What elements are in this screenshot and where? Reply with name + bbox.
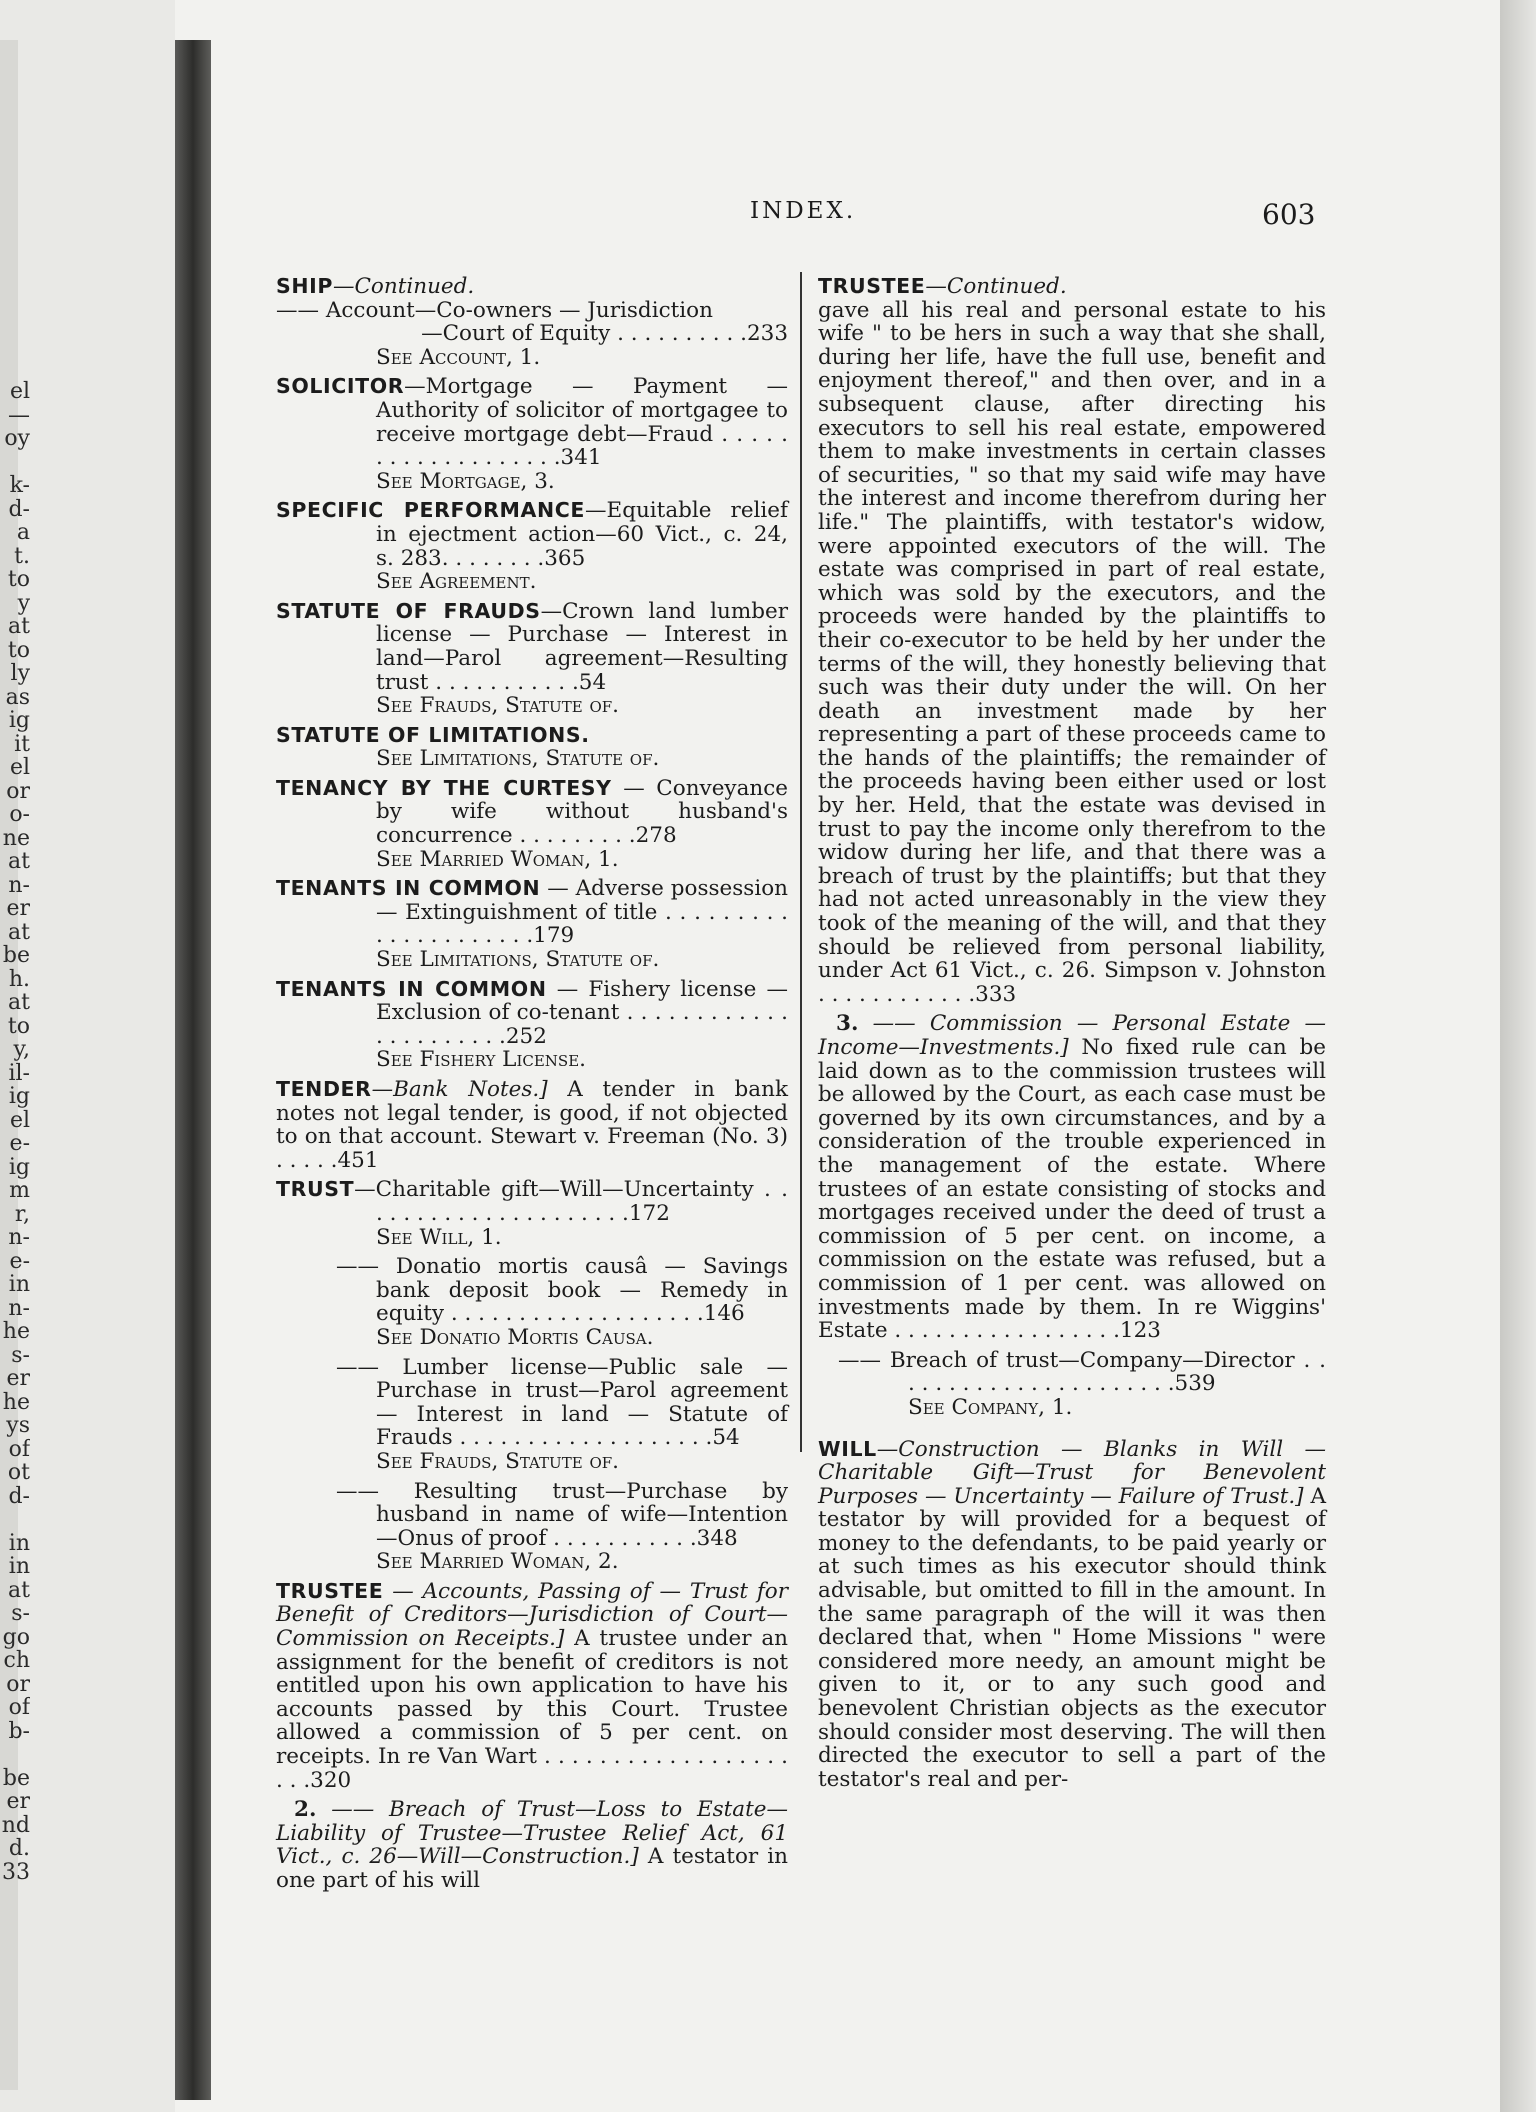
- entry-head: TENANCY BY THE CURTESY: [276, 775, 612, 800]
- entry-solicitor: [276, 375, 788, 493]
- entry-head: TENANTS IN COMMON: [276, 876, 541, 901]
- facing-page-fragment: b-: [8, 1719, 30, 1743]
- entry-subject: —— Commission — Personal Estate —Income—Investments.]: [818, 1011, 1326, 1060]
- facing-page-fragment: to: [7, 1014, 30, 1038]
- facing-page-fragment: er: [6, 1367, 30, 1391]
- entry-continued: —Continued.: [332, 274, 475, 299]
- left-column: [276, 275, 788, 1899]
- facing-page-fragment: s-: [11, 1602, 30, 1626]
- facing-page-fragment: ly: [10, 662, 30, 686]
- facing-page-fragment: d-: [8, 1484, 30, 1508]
- facing-page-fragment: er: [6, 1790, 30, 1814]
- entry-text: A trustee under an assignment for the benefit of creditors is not entitled upon his own application to have his accounts passed by this Court. Trustee allowed a commission of 5 per cent. on receipts. In re Van Wart . . . . . . . . . . . . . . . . . . . . .320: [276, 1626, 788, 1793]
- entry-text: — Conveyance by wife without husband's concurrence . . . . . . . . .278: [376, 775, 788, 849]
- facing-page-fragment: it: [14, 732, 30, 756]
- see-reference: See Married Woman, 2.: [376, 1549, 619, 1575]
- entry-tender: [276, 1078, 788, 1172]
- facing-page-fragment: as: [5, 685, 30, 709]
- facing-page-fragment: nd: [1, 1813, 30, 1837]
- entry-trust: [276, 1178, 788, 1249]
- entry-head: TRUSTEE: [818, 274, 926, 298]
- entry-trustee: [276, 1580, 788, 1792]
- facing-page-fragment: in: [8, 1555, 30, 1579]
- see-reference: See Limitations, Statute of.: [376, 947, 660, 973]
- facing-page-fragment: at: [8, 991, 30, 1015]
- entry-head: TRUST: [276, 1177, 355, 1202]
- entry-text: —Charitable gift—Will—Uncertainty . . . . . . . . . . . . . . . . . . . . .172: [354, 1177, 788, 1226]
- page-number: 603: [1262, 198, 1316, 231]
- entry-line: —— Account—Co-owners — Jurisdiction: [276, 297, 713, 323]
- entry-commission: [818, 1012, 1326, 1342]
- see-reference: See Donatio Mortis Causa.: [376, 1324, 654, 1350]
- entry-specific-performance: [276, 499, 788, 593]
- paragraph-number: 2.: [294, 1797, 317, 1823]
- entry-text: —Equitable relief in ejectment action—60 Vict., c. 24, s. 283. . . . . . . .365: [376, 498, 788, 571]
- facing-page-fragment: y,: [13, 1038, 30, 1062]
- entry-text: —— Donatio mortis causâ — Savings bank deposit book — Remedy in equity . . . . . . . . . . . . . . . . . . .146: [336, 1254, 788, 1327]
- facing-page-fragment: r,: [14, 1202, 30, 1226]
- facing-page-fragment: 33: [2, 1860, 30, 1884]
- facing-page-fragment: el: [9, 756, 30, 780]
- facing-page-fragment: n-: [8, 1296, 30, 1320]
- see-reference: See Agreement.: [376, 569, 537, 595]
- facing-page-fragment: he: [2, 1390, 30, 1414]
- entry-tenants-in-common-2: [276, 978, 788, 1072]
- facing-page-fragment: er: [6, 897, 30, 921]
- see-reference: See Frauds, Statute of.: [376, 1448, 620, 1474]
- facing-page-fragment: or: [6, 1672, 30, 1696]
- facing-page-fragment: a: [16, 521, 30, 545]
- facing-page-fragment: e-: [9, 1132, 30, 1156]
- see-reference: See Account, 1.: [376, 344, 541, 370]
- entry-text: gave all his real and personal estate to his wife " to be hers in such a way that she shall, during her life, have the full use, benefit and enjoyment thereof," and then over, and in a subsequent clause, after directing his executors to sell his real estate, empowered them to make investments in certain classes of securities, " so that my said wife may have the interest and income therefrom during her life." The plaintiffs, with testator's widow, were appointed executors of the will. The estate was comprised in part of real estate, which was sold by the executors, and the proceeds were handed by the plaintiffs to their co-executor to be held by her under the terms of the will, they honestly believing that such was their duty under the will. On her death an investment made by her representing a part of these proceeds came to the hands of the plaintiffs; the remainder of the proceeds having been either used or lost by her. Held, that the estate was devised in trust to pay the income only therefrom to the widow during her life, and that there was a breach of trust by the plaintiffs; but that they had not acted unreasonably in the view they took of the meaning of the will, and that they should be relieved from personal liability, under Act 61 Vict., c. 26. Simpson v. Johnston . . . . . . . . . . . .333: [818, 297, 1326, 1007]
- entry-tenancy-curtesy: [276, 777, 788, 871]
- facing-page-fragment: he: [2, 1320, 30, 1344]
- entry-text: No fixed rule can be laid down as to the commission trustees will be allowed by the Court, as each case must be governed by its own circumstances, and by a consideration of the trouble experienced in the management of the estate. Where trustees of an estate consisting of stocks and mortgages received under the deed of trust a commission of 5 per cent. on income, a commission on the estate was refused, but a commission of 1 per cent. was allowed on investments made by them. In re Wiggins' Estate . . . . . . . . . . . . . . . . .123: [818, 1035, 1326, 1344]
- entry-statute-of-limitations: [276, 724, 788, 771]
- facing-page-fragment: k-: [9, 474, 30, 498]
- facing-page-fragment: ys: [6, 1414, 30, 1438]
- entry-text: —Mortgage — Payment — Authority of solicitor of mortgagee to receive mortgage debt—Fraud . . . . . . . . . . . . . . . . . . .341: [376, 374, 788, 471]
- entry-head: SPECIFIC PERFORMANCE: [276, 498, 585, 523]
- entry-trust-sub-1: [276, 1255, 788, 1349]
- entry-head: SHIP: [276, 274, 333, 298]
- facing-page-fragment: y: [17, 591, 30, 615]
- running-title: INDEX.: [750, 198, 857, 224]
- facing-page-fragment: o-: [9, 803, 30, 827]
- facing-page-fragment: ig: [8, 1155, 30, 1179]
- facing-page-fragment: of: [8, 1437, 30, 1461]
- entry-text: A testator by will provided for a bequest of money to the defendants, to be paid yearly or at such times as his executor should think advisable, but omitted to fill in the amount. In the same paragraph of the will it was then declared that, when " Home Missions " were considered more needy, an amount might be given to it, or to any such good and benevolent Christian objects as the executor should consider most deserving. The will then directed the executor to sell a part of the testator's real and per-: [818, 1483, 1326, 1792]
- facing-page-fragment: in: [8, 1273, 30, 1297]
- entry-trust-sub-2: [276, 1356, 788, 1474]
- see-reference: See Will, 1.: [376, 1224, 502, 1250]
- entry-text: — Fishery license — Exclusion of co-tenant . . . . . . . . . . . . . . . . . . . . . .252: [376, 976, 788, 1049]
- entry-breach-of-trust: [818, 1349, 1326, 1420]
- entry-subject: — Accounts, Passing of — Trust for Benefit of Creditors—Jurisdiction of Court—Commission on Receipts.]: [276, 1578, 788, 1652]
- entry-subject: —Construction — Blanks in Will —Charitable Gift—Trust for Benevolent Purposes — Uncertainty — Failure of Trust.]: [818, 1436, 1326, 1509]
- entry-trust-sub-3: [276, 1480, 788, 1574]
- facing-page-fragment: ig: [8, 709, 30, 733]
- entry-text: —Crown land lumber license — Purchase — Interest in land—Parol agreement—Resulting trust . . . . . . . . . . .54: [376, 598, 788, 695]
- facing-page-fragment: oy: [4, 427, 30, 451]
- facing-page-fragment: go: [2, 1625, 30, 1649]
- entry-trustee-continued: [818, 275, 1326, 1006]
- facing-page-fragment: h.: [8, 967, 30, 991]
- facing-page-fragment: be: [2, 944, 30, 968]
- facing-page-fragment: ne: [2, 826, 30, 850]
- facing-page-fragment: at: [8, 850, 30, 874]
- facing-page-fragment: of: [8, 1696, 30, 1720]
- facing-page-fragment: ch: [3, 1649, 30, 1673]
- entry-text: A tender in bank notes not legal tender, is good, if not objected to on that account. Stewart v. Freeman (No. 3) . . . . .451: [276, 1077, 788, 1173]
- facing-page-fragment: at: [8, 920, 30, 944]
- facing-page-fragment: or: [6, 779, 30, 803]
- column-rule: [800, 272, 802, 1452]
- facing-page-fragment: ig: [8, 1085, 30, 1109]
- entry-statute-of-frauds: [276, 600, 788, 718]
- entry-head: TENDER: [276, 1077, 372, 1101]
- facing-page-fragment: t.: [14, 544, 30, 568]
- facing-page-fragment: il-: [8, 1061, 30, 1085]
- facing-page-fragment: in: [8, 1531, 30, 1555]
- entry-trustee-2: [276, 1798, 788, 1892]
- facing-page-fragment: at: [8, 615, 30, 639]
- facing-page-fragment: m: [9, 1179, 30, 1203]
- entry-text: —— Resulting trust—Purchase by husband in name of wife—Intention —Onus of proof . . . . . . . . . . .348: [336, 1478, 788, 1551]
- facing-page-fragment: el: [9, 1108, 30, 1132]
- facing-page-fragment: s-: [11, 1343, 30, 1367]
- entry-head: STATUTE OF FRAUDS: [276, 598, 541, 623]
- facing-page-fragment: el: [9, 380, 30, 404]
- facing-page-fragment: e-: [9, 1249, 30, 1273]
- facing-page-fragment: n-: [8, 1226, 30, 1250]
- entry-will: [818, 1438, 1326, 1792]
- entry-tenants-in-common-1: [276, 877, 788, 971]
- entry-line: —Court of Equity . . . . . . . . . .233: [421, 321, 788, 347]
- see-reference: See Frauds, Statute of.: [376, 693, 620, 719]
- entry-head: TRUSTEE: [276, 1578, 384, 1603]
- entry-text: —— Breach of trust—Company—Director . . . . . . . . . . . . . . . . . . . . . .539: [838, 1347, 1326, 1397]
- see-reference: See Fishery License.: [376, 1047, 586, 1073]
- entry-head: STATUTE OF LIMITATIONS.: [276, 722, 590, 747]
- facing-page-fragment: n-: [8, 873, 30, 897]
- entry-head: TENANTS IN COMMON: [276, 976, 547, 1001]
- entry-text: A testator in one part of his will: [276, 1844, 788, 1893]
- facing-page-fragment: d.: [8, 1837, 30, 1861]
- entry-subject: —— Breach of Trust—Loss to Estate—Liability of Trustee—Trustee Relief Act, 61 Vict., c. 26—Will—Construction.]: [276, 1797, 788, 1870]
- facing-page-fragment: to: [7, 568, 30, 592]
- entry-ship: [276, 275, 788, 369]
- facing-page-fragment: be: [2, 1766, 30, 1790]
- facing-page-fragment: to: [7, 638, 30, 662]
- see-reference: See Mortgage, 3.: [376, 468, 555, 494]
- facing-page-fragment: —: [8, 403, 30, 427]
- see-reference: See Company, 1.: [908, 1394, 1073, 1420]
- facing-page-fragment: at: [8, 1578, 30, 1602]
- see-reference: See Limitations, Statute of.: [376, 746, 660, 772]
- entry-text: —— Lumber license—Public sale — Purchase in trust—Parol agreement — Interest in land — Statute of Frauds . . . . . . . . . . . . . . . . . . .54: [336, 1354, 788, 1451]
- right-column: [818, 275, 1326, 1797]
- facing-page-fragment: ot: [7, 1461, 30, 1485]
- facing-page-fragment: d-: [8, 497, 30, 521]
- paragraph-number: 3.: [836, 1011, 859, 1037]
- entry-head: SOLICITOR: [276, 374, 405, 399]
- entry-text: — Adverse possession — Extinguishment of title . . . . . . . . . . . . . . . . . . . . .179: [376, 876, 788, 949]
- see-reference: See Married Woman, 1.: [376, 846, 619, 872]
- entry-subject: —Bank Notes.]: [371, 1077, 548, 1102]
- entry-continued: —Continued.: [925, 274, 1067, 299]
- entry-head: WILL: [818, 1436, 877, 1461]
